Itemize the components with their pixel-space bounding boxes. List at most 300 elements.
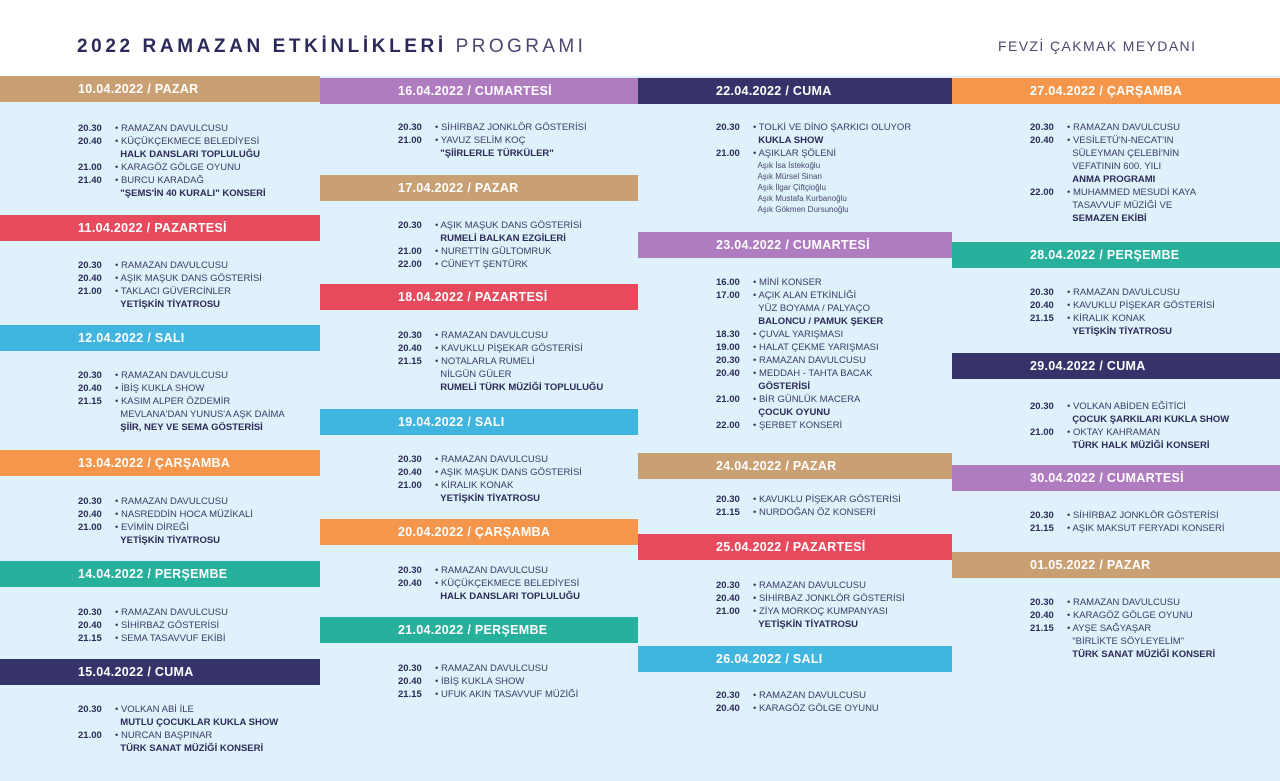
day-header-d11	[0, 215, 320, 241]
event-time: 20.40	[78, 136, 102, 147]
event-time: 20.40	[1030, 610, 1054, 621]
event-time: 20.30	[398, 220, 422, 231]
event-title-line: • RAMAZAN DAVULCUSU	[1067, 287, 1180, 298]
venue-label: FEVZİ ÇAKMAK MEYDANI	[998, 38, 1197, 54]
event-time: 20.30	[78, 370, 102, 381]
day-date-label: 01.05.2022 / PAZAR	[1030, 558, 1151, 572]
event-title-line: • RAMAZAN DAVULCUSU	[753, 355, 866, 366]
performer-name: Aşık Mustafa Kurbanoğlu	[753, 194, 847, 203]
day-header-d18	[320, 284, 638, 310]
page-header	[0, 0, 1280, 76]
event-item	[1030, 134, 1196, 186]
event-list	[1030, 286, 1215, 338]
title-bold: 2022 RAMAZAN ETKİNLİKLERİ	[77, 36, 447, 57]
event-item	[78, 606, 228, 619]
event-item	[1030, 426, 1229, 452]
event-time: 20.30	[78, 496, 102, 507]
event-title-line: YETİŞKİN TİYATROSU	[753, 619, 859, 630]
column-1	[0, 76, 320, 781]
event-item	[716, 147, 911, 215]
event-title-line: ÇOCUK OYUNU	[753, 407, 831, 418]
event-title-line: • RAMAZAN DAVULCUSU	[435, 565, 548, 576]
day-date-label: 30.04.2022 / CUMARTESİ	[1030, 471, 1184, 485]
day-header-d29	[952, 353, 1280, 379]
day-date-label: 23.04.2022 / CUMARTESİ	[716, 238, 870, 252]
event-title-line: BALONCU / PAMUK ŞEKER	[753, 316, 884, 327]
event-time: 20.30	[716, 122, 740, 133]
event-title-line: • KAVUKLU PİŞEKAR GÖSTERİSİ	[1067, 300, 1215, 311]
performer-name: Aşık İsa İstekoğlu	[753, 161, 821, 170]
event-title-line: • VOLKAN ABİDEN EĞİTİCİ	[1067, 401, 1186, 412]
event-list	[78, 369, 285, 434]
event-item	[1030, 121, 1196, 134]
event-title-line: GÖSTERİSİ	[753, 381, 811, 392]
event-item	[716, 367, 883, 393]
day-header-d13	[0, 450, 320, 476]
event-item	[716, 121, 911, 147]
event-title-line: • KARAGÖZ GÖLGE OYUNU	[753, 703, 879, 714]
day-date-label: 17.04.2022 / PAZAR	[398, 181, 519, 195]
event-time: 20.30	[716, 494, 740, 505]
day-header-d01	[952, 552, 1280, 578]
day-date-label: 28.04.2022 / PERŞEMBE	[1030, 248, 1180, 262]
event-item	[398, 662, 578, 675]
event-title-line: • RAMAZAN DAVULCUSU	[115, 370, 228, 381]
event-title-line: • CÜNEYT ŞENTÜRK	[435, 259, 528, 270]
event-item	[78, 382, 285, 395]
event-item	[398, 258, 582, 271]
event-title-line: TASAVVUF MÜZİĞİ VE	[1067, 200, 1173, 211]
day-header-d19	[320, 409, 638, 435]
page-title	[77, 36, 586, 58]
event-title-line: • RAMAZAN DAVULCUSU	[753, 580, 866, 591]
event-time: 20.30	[78, 607, 102, 618]
event-title-line: "BİRLİKTE SÖYLEYELİM"	[1067, 636, 1185, 647]
event-title-line: • AŞIK MAKSUT FERYADI KONSERİ	[1067, 523, 1225, 534]
event-list	[716, 276, 883, 432]
event-time: 20.40	[398, 467, 422, 478]
event-title-line: • NOTALARLA RUMELİ	[435, 356, 535, 367]
event-time: 21.15	[716, 507, 740, 518]
event-title-line: RUMELİ BALKAN EZGİLERİ	[435, 233, 566, 244]
event-time: 20.40	[1030, 135, 1054, 146]
event-title-line: • KÜÇÜKÇEKMECE BELEDİYESİ	[435, 578, 580, 589]
event-time: 20.40	[716, 703, 740, 714]
event-time: 21.15	[398, 689, 422, 700]
event-time: 20.30	[1030, 510, 1054, 521]
event-title-line: • İBİŞ KUKLA SHOW	[435, 676, 525, 687]
event-item	[1030, 312, 1215, 338]
event-title-line: RUMELİ TÜRK MÜZİĞİ TOPLULUĞU	[435, 382, 604, 393]
event-title-line: YETİŞKİN TİYATROSU	[115, 299, 221, 310]
event-title-line: TÜRK SANAT MÜZİĞİ KONSERİ	[115, 743, 264, 754]
event-time: 20.30	[716, 580, 740, 591]
event-item	[1030, 509, 1224, 522]
event-time: 21.00	[78, 286, 102, 297]
event-title-line: • KARAGÖZ GÖLGE OYUNU	[115, 162, 241, 173]
event-time: 19.00	[716, 342, 740, 353]
event-list	[78, 122, 266, 200]
event-time: 21.00	[78, 730, 102, 741]
event-title-line: • AYŞE SAĞYAŞAR	[1067, 623, 1152, 634]
event-list	[398, 121, 587, 160]
event-time: 20.30	[1030, 401, 1054, 412]
event-item	[78, 619, 228, 632]
event-title-line: • MEDDAH - TAHTA BACAK	[753, 368, 873, 379]
event-item	[78, 285, 262, 311]
event-list	[1030, 400, 1229, 452]
day-header-d24	[638, 453, 952, 479]
event-title-line: • RAMAZAN DAVULCUSU	[435, 454, 548, 465]
day-date-label: 16.04.2022 / CUMARTESİ	[398, 84, 552, 98]
event-title-line: MUTLU ÇOCUKLAR KUKLA SHOW	[115, 717, 279, 728]
day-header-d15	[0, 659, 320, 685]
event-title-line: • NASREDDİN HOCA MÜZİKALİ	[115, 509, 253, 520]
event-title-line: KUKLA SHOW	[753, 135, 824, 146]
column-4	[952, 76, 1280, 781]
column-2	[320, 76, 638, 781]
event-time: 20.40	[398, 343, 422, 354]
event-item	[78, 122, 266, 135]
event-item	[78, 369, 285, 382]
event-item	[1030, 596, 1215, 609]
event-time: 21.40	[78, 175, 102, 186]
event-title-line: • NURCAN BAŞPINAR	[115, 730, 213, 741]
day-header-d20	[320, 519, 638, 545]
event-item	[1030, 299, 1215, 312]
event-title-line: • SEMA TASAVVUF EKİBİ	[115, 633, 226, 644]
event-item	[398, 675, 578, 688]
event-item	[78, 174, 266, 200]
event-title-line: • RAMAZAN DAVULCUSU	[753, 690, 866, 701]
event-time: 21.00	[398, 135, 422, 146]
event-title-line: SÜLEYMAN ÇELEBİ'NİN	[1067, 148, 1180, 159]
event-list	[1030, 509, 1224, 535]
event-time: 20.40	[78, 509, 102, 520]
event-title-line: • KAVUKLU PİŞEKAR GÖSTERİSİ	[753, 494, 901, 505]
event-item	[78, 161, 266, 174]
event-title-line: "ŞEMS'İN 40 KURALI" KONSERİ	[115, 188, 266, 199]
event-item	[716, 605, 905, 631]
event-item	[398, 466, 582, 479]
event-title-line: • RAMAZAN DAVULCUSU	[435, 663, 548, 674]
day-header-d26	[638, 646, 952, 672]
event-time: 18.30	[716, 329, 740, 340]
event-item	[78, 395, 285, 434]
event-time: 20.30	[78, 260, 102, 271]
event-title-line: • RAMAZAN DAVULCUSU	[115, 496, 228, 507]
event-title-line: • AŞIK MAŞUK DANS GÖSTERİSİ	[435, 220, 582, 231]
event-title-line: • TOLKİ VE DİNO ŞARKICI OLUYOR	[753, 122, 912, 133]
day-date-label: 18.04.2022 / PAZARTESİ	[398, 290, 548, 304]
event-item	[1030, 400, 1229, 426]
event-title-line: • AŞIKLAR ŞÖLENİ	[753, 148, 837, 159]
day-date-label: 14.04.2022 / PERŞEMBE	[78, 567, 228, 581]
event-time: 20.30	[1030, 287, 1054, 298]
schedule-board	[0, 76, 1280, 781]
column-3	[638, 76, 952, 781]
event-title-line: YETİŞKİN TİYATROSU	[435, 493, 541, 504]
day-date-label: 27.04.2022 / ÇARŞAMBA	[1030, 84, 1183, 98]
day-header-d23	[638, 232, 952, 258]
event-list	[1030, 121, 1196, 225]
event-item	[716, 592, 905, 605]
event-list	[398, 453, 582, 505]
event-time: 21.00	[78, 162, 102, 173]
event-item	[716, 419, 883, 432]
event-title-line: • VOLKAN ABİ İLE	[115, 704, 194, 715]
event-time: 20.30	[398, 663, 422, 674]
event-time: 21.15	[1030, 623, 1054, 634]
event-title-line: • NURETTİN GÜLTOMRUK	[435, 246, 552, 257]
event-item	[398, 245, 582, 258]
event-item	[716, 341, 883, 354]
event-item	[78, 135, 266, 161]
event-list	[78, 495, 253, 547]
event-item	[716, 689, 879, 702]
day-date-label: 12.04.2022 / SALI	[78, 331, 185, 345]
performer-name: Aşık Mürsel Sinan	[753, 172, 822, 181]
event-title-line: • AÇIK ALAN ETKİNLİĞİ	[753, 290, 857, 301]
event-time: 20.40	[1030, 300, 1054, 311]
event-item	[398, 134, 587, 160]
event-time: 20.30	[398, 122, 422, 133]
event-list	[1030, 596, 1215, 661]
event-title-line: HALK DANSLARI TOPLULUĞU	[435, 591, 580, 602]
event-item	[716, 276, 883, 289]
event-time: 16.00	[716, 277, 740, 288]
day-date-label: 29.04.2022 / CUMA	[1030, 359, 1146, 373]
event-list	[716, 121, 911, 215]
event-title-line: • SİHİRBAZ JONKLÖR GÖSTERİSİ	[435, 122, 587, 133]
event-item	[398, 121, 587, 134]
event-item	[78, 521, 253, 547]
event-title-line: "ŞİİRLERLE TÜRKÜLER"	[435, 148, 554, 159]
event-title-line: ÇOCUK ŞARKILARI KUKLA SHOW	[1067, 414, 1230, 425]
day-date-label: 19.04.2022 / SALI	[398, 415, 505, 429]
event-title-line: • KÜÇÜKÇEKMECE BELEDİYESİ	[115, 136, 260, 147]
event-list	[398, 329, 603, 394]
event-title-line: • HALAT ÇEKME YARIŞMASI	[753, 342, 879, 353]
event-title-line: YÜZ BOYAMA / PALYAÇO	[753, 303, 871, 314]
event-title-line: TÜRK SANAT MÜZİĞİ KONSERİ	[1067, 649, 1216, 660]
event-item	[398, 219, 582, 245]
event-time: 21.00	[716, 148, 740, 159]
event-time: 17.00	[716, 290, 740, 301]
event-time: 21.15	[78, 633, 102, 644]
event-time: 20.40	[398, 578, 422, 589]
event-title-line: • RAMAZAN DAVULCUSU	[115, 607, 228, 618]
event-title-line: MEVLANA'DAN YUNUS'A AŞK DAİMA	[115, 409, 285, 420]
event-list	[78, 259, 262, 311]
day-date-label: 25.04.2022 / PAZARTESİ	[716, 540, 866, 554]
title-light: PROGRAMI	[455, 36, 587, 57]
performer-name: Aşık Gökmen Dursunoğlu	[753, 205, 849, 214]
event-time: 20.40	[398, 676, 422, 687]
day-date-label: 24.04.2022 / PAZAR	[716, 459, 837, 473]
event-title-line: • ÇUVAL YARIŞMASI	[753, 329, 844, 340]
event-item	[398, 453, 582, 466]
event-title-line: • KAVUKLU PİŞEKAR GÖSTERİSİ	[435, 343, 583, 354]
event-item	[716, 506, 901, 519]
event-title-line: • MUHAMMED MESUDİ KAYA	[1067, 187, 1197, 198]
event-title-line: • AŞIK MAŞUK DANS GÖSTERİSİ	[115, 273, 262, 284]
event-item	[398, 564, 580, 577]
event-title-line: • ZİYA MORKOÇ KUMPANYASI	[753, 606, 888, 617]
event-title-line: • RAMAZAN DAVULCUSU	[1067, 597, 1180, 608]
event-item	[716, 328, 883, 341]
day-date-label: 20.04.2022 / ÇARŞAMBA	[398, 525, 551, 539]
event-time: 20.30	[1030, 122, 1054, 133]
event-title-line: • OKTAY KAHRAMAN	[1067, 427, 1161, 438]
event-item	[716, 493, 901, 506]
event-time: 21.15	[78, 396, 102, 407]
day-header-d27	[952, 78, 1280, 104]
event-item	[1030, 522, 1224, 535]
event-title-line: • KASIM ALPER ÖZDEMİR	[115, 396, 231, 407]
day-header-d10	[0, 76, 320, 102]
event-item	[78, 259, 262, 272]
event-title-line: • BURCU KARADAĞ	[115, 175, 204, 186]
event-list	[78, 703, 278, 755]
event-time: 20.40	[78, 620, 102, 631]
event-title-line: TÜRK HALK MÜZİĞİ KONSERİ	[1067, 440, 1210, 451]
event-item	[398, 479, 582, 505]
day-date-label: 22.04.2022 / CUMA	[716, 84, 832, 98]
event-list	[398, 219, 582, 271]
event-item	[398, 355, 603, 394]
day-date-label: 21.04.2022 / PERŞEMBE	[398, 623, 548, 637]
day-date-label: 15.04.2022 / CUMA	[78, 665, 194, 679]
day-header-d21	[320, 617, 638, 643]
day-header-d12	[0, 325, 320, 351]
event-title-line: • SİHİRBAZ GÖSTERİSİ	[115, 620, 220, 631]
event-title-line: VEFATININ 600. YILI	[1067, 161, 1162, 172]
event-title-line: • YAVUZ SELİM KOÇ	[435, 135, 526, 146]
event-list	[398, 662, 578, 701]
day-header-d14	[0, 561, 320, 587]
event-item	[78, 495, 253, 508]
event-item	[398, 688, 578, 701]
event-time: 20.30	[78, 704, 102, 715]
day-header-d22	[638, 78, 952, 104]
event-time: 21.15	[398, 356, 422, 367]
day-header-d28	[952, 242, 1280, 268]
event-item	[78, 508, 253, 521]
day-date-label: 13.04.2022 / ÇARŞAMBA	[78, 456, 231, 470]
event-time: 20.30	[78, 123, 102, 134]
event-title-line: • AŞIK MAŞUK DANS GÖSTERİSİ	[435, 467, 582, 478]
event-time: 20.30	[716, 355, 740, 366]
event-title-line: • UFUK AKIN TASAVVUF MÜZİĞİ	[435, 689, 579, 700]
event-item	[716, 354, 883, 367]
day-date-label: 26.04.2022 / SALI	[716, 652, 823, 666]
event-title-line: YETİŞKİN TİYATROSU	[115, 535, 221, 546]
event-time: 20.30	[398, 454, 422, 465]
event-title-line: SEMAZEN EKİBİ	[1067, 213, 1147, 224]
event-title-line: • EVİMİN DİREĞİ	[115, 522, 190, 533]
event-title-line: • SİHİRBAZ JONKLÖR GÖSTERİSİ	[1067, 510, 1219, 521]
event-item	[398, 342, 603, 355]
event-time: 20.40	[716, 368, 740, 379]
event-item	[1030, 286, 1215, 299]
event-time: 20.40	[78, 383, 102, 394]
event-list	[78, 606, 228, 645]
day-date-label: 10.04.2022 / PAZAR	[78, 82, 199, 96]
day-header-d16	[320, 78, 638, 104]
event-item	[78, 272, 262, 285]
event-time: 21.00	[398, 246, 422, 257]
event-time: 21.00	[398, 480, 422, 491]
event-item	[1030, 609, 1215, 622]
event-time: 20.30	[398, 330, 422, 341]
event-item	[398, 329, 603, 342]
event-title-line: • RAMAZAN DAVULCUSU	[115, 123, 228, 134]
event-time: 22.00	[1030, 187, 1054, 198]
event-item	[716, 702, 879, 715]
event-title-line: • RAMAZAN DAVULCUSU	[115, 260, 228, 271]
event-title-line: • MİNİ KONSER	[753, 277, 822, 288]
event-item	[398, 577, 580, 603]
event-title-line: ANMA PROGRAMI	[1067, 174, 1156, 185]
event-title-line: YETİŞKİN TİYATROSU	[1067, 326, 1173, 337]
event-time: 22.00	[398, 259, 422, 270]
event-time: 21.15	[1030, 523, 1054, 534]
event-title-line: • SİHİRBAZ JONKLÖR GÖSTERİSİ	[753, 593, 905, 604]
event-title-line: • RAMAZAN DAVULCUSU	[1067, 122, 1180, 133]
event-time: 20.40	[78, 273, 102, 284]
event-item	[716, 289, 883, 328]
event-item	[1030, 186, 1196, 225]
event-title-line: • İBİŞ KUKLA SHOW	[115, 383, 205, 394]
event-item	[78, 729, 278, 755]
event-title-line: • BİR GÜNLÜK MACERA	[753, 394, 861, 405]
event-title-line: • TAKLACI GÜVERCİNLER	[115, 286, 231, 297]
event-list	[716, 493, 901, 519]
event-time: 20.30	[1030, 597, 1054, 608]
event-title-line: ŞİİR, NEY VE SEMA GÖSTERİSİ	[115, 422, 263, 433]
event-time: 21.00	[78, 522, 102, 533]
event-time: 21.00	[716, 606, 740, 617]
event-item	[1030, 622, 1215, 661]
event-title-line: • KARAGÖZ GÖLGE OYUNU	[1067, 610, 1193, 621]
event-item	[78, 703, 278, 729]
day-header-d30	[952, 465, 1280, 491]
event-time: 20.40	[716, 593, 740, 604]
event-title-line: • KİRALIK KONAK	[1067, 313, 1146, 324]
event-time: 20.30	[398, 565, 422, 576]
day-date-label: 11.04.2022 / PAZARTESİ	[78, 221, 227, 235]
event-list	[716, 689, 879, 715]
event-title-line: • KİRALIK KONAK	[435, 480, 514, 491]
event-list	[716, 579, 905, 631]
event-title-line: • VESİLETÜ'N-NECAT'IN	[1067, 135, 1174, 146]
event-list	[398, 564, 580, 603]
event-title-line: NİLGÜN GÜLER	[435, 369, 512, 380]
event-time: 21.15	[1030, 313, 1054, 324]
day-header-d17	[320, 175, 638, 201]
event-title-line: • ŞERBET KONSERİ	[753, 420, 843, 431]
day-header-d25	[638, 534, 952, 560]
event-time: 22.00	[716, 420, 740, 431]
event-title-line: • NURDOĞAN ÖZ KONSERİ	[753, 507, 876, 518]
event-item	[716, 579, 905, 592]
event-title-line: HALK DANSLARI TOPLULUĞU	[115, 149, 260, 160]
event-item	[78, 632, 228, 645]
event-time: 20.30	[716, 690, 740, 701]
event-time: 21.00	[716, 394, 740, 405]
performer-name: Aşık İlgar Çiftçioğlu	[753, 183, 826, 192]
